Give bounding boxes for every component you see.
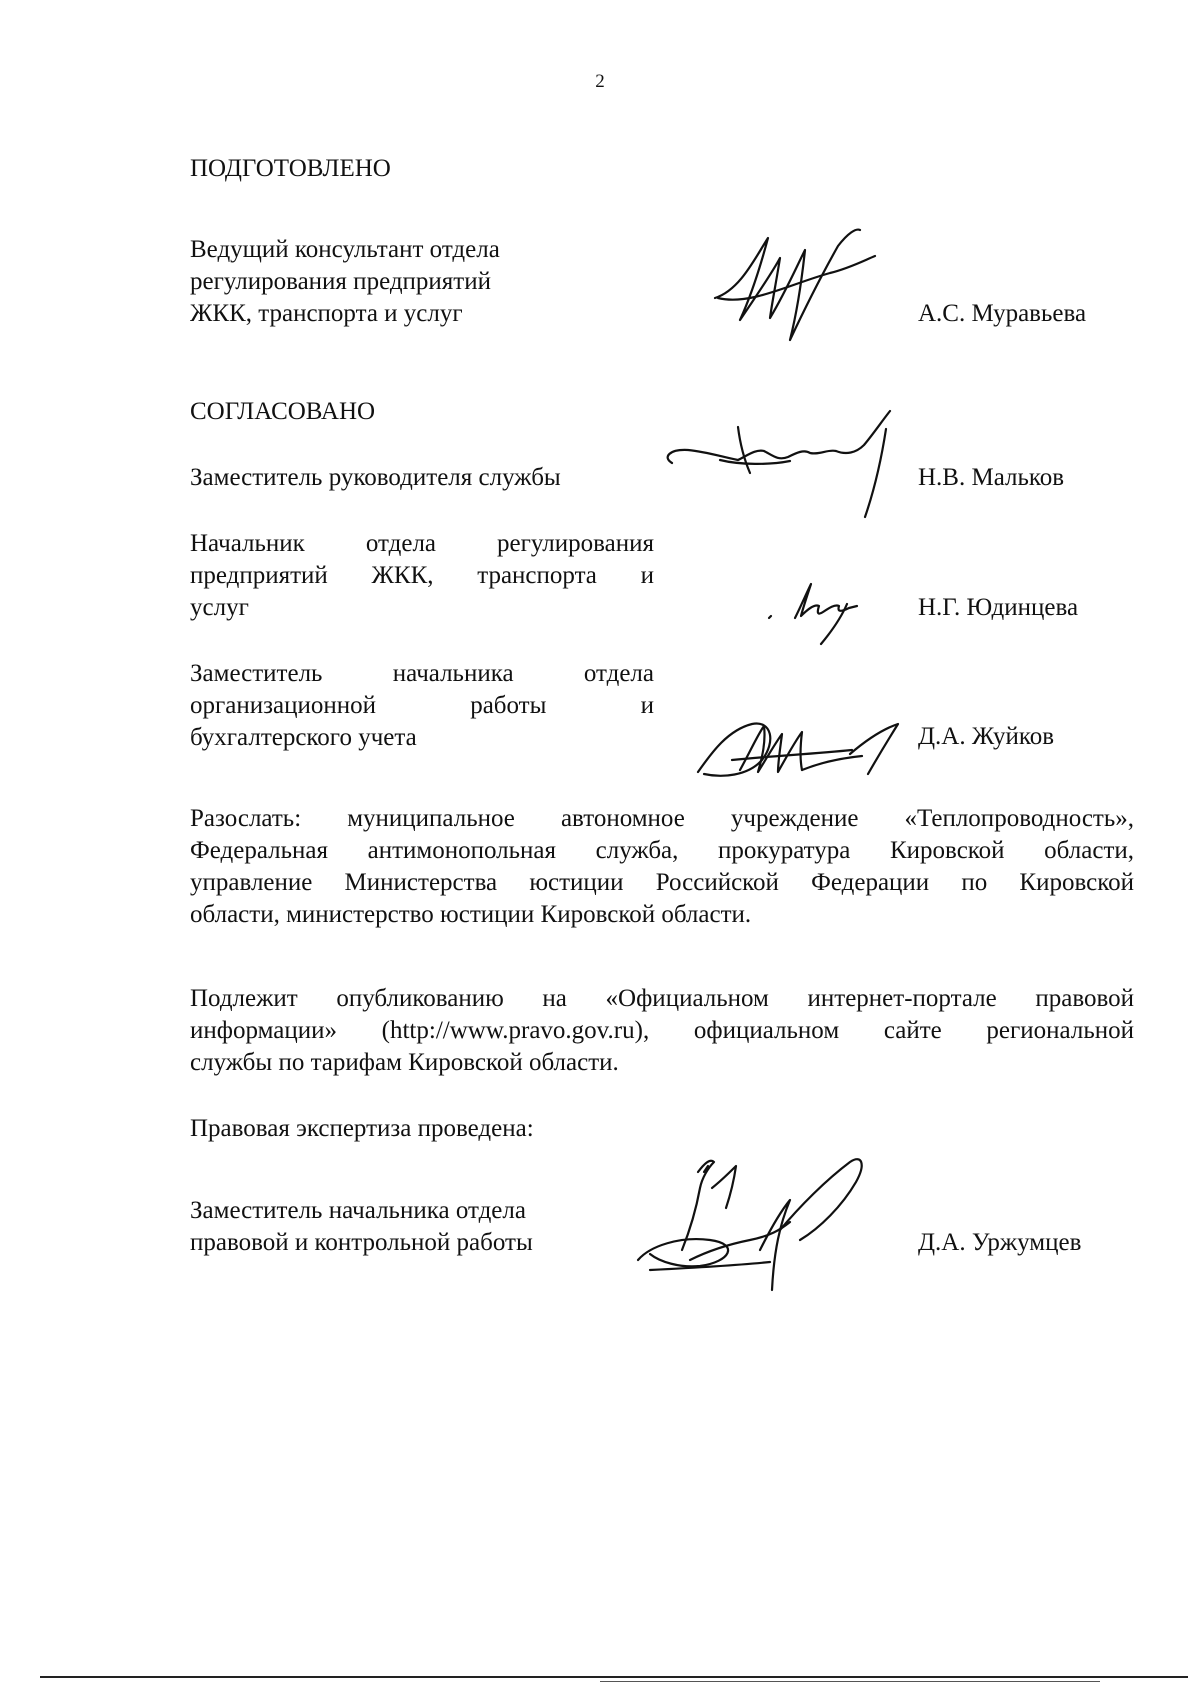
legal-review-name: Д.А. Уржумцев bbox=[918, 1229, 1082, 1256]
legal-review-heading: Правовая экспертиза проведена: bbox=[190, 1115, 534, 1142]
distribution-line: управление Министерства юстиции Российской Федерации по Кировской bbox=[190, 869, 1134, 896]
prepared-position-line: регулирования предприятий bbox=[190, 268, 491, 295]
prepared-position-line: ЖКК, транспорта и услуг bbox=[190, 300, 463, 327]
signature-zhuykov bbox=[692, 712, 922, 792]
publication-line: службы по тарифам Кировской области. bbox=[190, 1049, 619, 1076]
legal-review-position bbox=[190, 1195, 654, 1259]
distribution-line: Федеральная антимонопольная служба, прокуратура Кировской области, bbox=[190, 837, 1134, 864]
bottom-rule bbox=[600, 1681, 1100, 1682]
legal-review-position-line: правовой и контрольной работы bbox=[190, 1229, 533, 1256]
signatory-position bbox=[190, 462, 654, 494]
signatory-position-line: Заместитель начальника отдела bbox=[190, 660, 654, 687]
signature-urzhumtsev bbox=[630, 1150, 920, 1300]
signature-yudintseva bbox=[765, 578, 865, 648]
prepared-position-line: Ведущий консультант отдела bbox=[190, 236, 500, 263]
signatory-position-line: организационной работы и bbox=[190, 692, 654, 719]
signatory-position bbox=[190, 658, 654, 754]
signature-muravyeva bbox=[710, 228, 880, 348]
distribution-line: Разослать: муниципальное автономное учреждение «Теплопроводность», bbox=[190, 805, 1134, 832]
prepared-name: А.С. Муравьева bbox=[918, 300, 1087, 327]
bottom-rule bbox=[40, 1676, 1188, 1678]
signatory-position-line: услуг bbox=[190, 594, 249, 621]
signatory-position-line: бухгалтерского учета bbox=[190, 724, 417, 751]
agreed-heading: СОГЛАСОВАНО bbox=[190, 398, 376, 425]
signature-malkov bbox=[660, 405, 920, 525]
prepared-position bbox=[190, 234, 654, 330]
signatory-name: Д.А. Жуйков bbox=[918, 723, 1055, 750]
signatory-position-line: предприятий ЖКК, транспорта и bbox=[190, 562, 654, 589]
publication-line: информации» (http://www.pravo.gov.ru), официальном сайте региональной bbox=[190, 1017, 1134, 1044]
page-number: 2 bbox=[595, 71, 605, 92]
publication-line: Подлежит опубликованию на «Официальном интернет-портале правовой bbox=[190, 985, 1134, 1012]
publication-paragraph bbox=[190, 983, 1134, 1079]
signatory-position bbox=[190, 528, 654, 624]
signatory-position-line: Начальник отдела регулирования bbox=[190, 530, 654, 557]
signatory-position-line: Заместитель руководителя службы bbox=[190, 464, 561, 491]
signatory-name: Н.В. Мальков bbox=[918, 464, 1065, 491]
signatory-name: Н.Г. Юдинцева bbox=[918, 594, 1079, 621]
distribution-line: области, министерство юстиции Кировской области. bbox=[190, 901, 752, 928]
distribution-paragraph bbox=[190, 803, 1134, 931]
legal-review-position-line: Заместитель начальника отдела bbox=[190, 1197, 526, 1224]
prepared-heading: ПОДГОТОВЛЕНО bbox=[190, 155, 391, 182]
